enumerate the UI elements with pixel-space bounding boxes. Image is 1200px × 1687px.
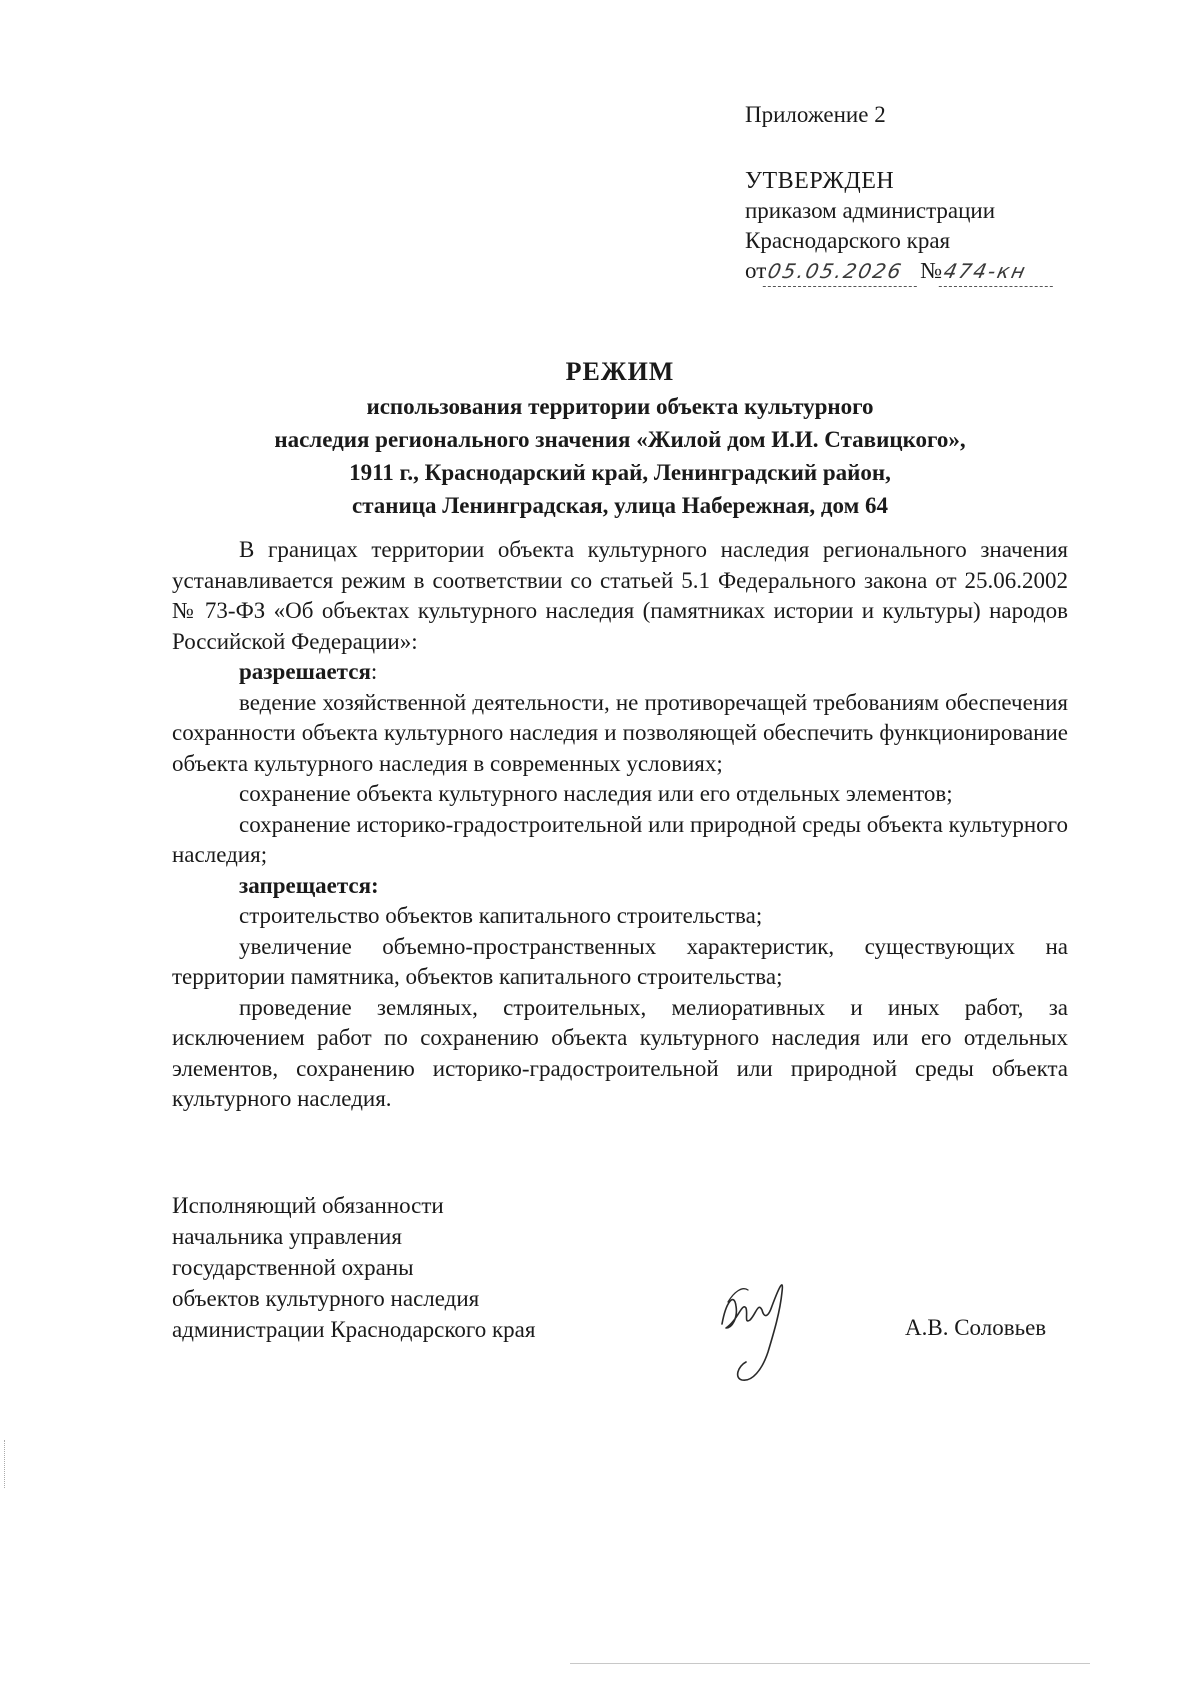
appendix-label: Приложение 2: [745, 102, 886, 127]
approval-line-1: приказом администрации: [745, 198, 996, 223]
approved-label: УТВЕРЖДЕН: [745, 168, 895, 194]
position-line-5: администрации Краснодарского края: [172, 1317, 536, 1342]
approval-block: [745, 100, 1145, 287]
allowed-item: сохранение объекта культурного наследия или его отдельных элементов;: [239, 781, 953, 806]
allowed-heading-text: разрешается: [239, 659, 371, 684]
handwritten-order-number: 474-кн: [939, 256, 1060, 287]
allowed-heading: [172, 657, 1068, 688]
handwritten-date: 05.05.2026: [763, 256, 924, 287]
scan-bottom-line: [570, 1663, 1090, 1664]
title-main: РЕЖИМ: [565, 357, 675, 386]
title-line-4: станица Ленинградская, улица Набережная, дом 64: [351, 493, 889, 518]
date-prefix: от: [745, 258, 767, 283]
number-prefix: №: [920, 258, 943, 283]
forbidden-item: строительство объектов капитального строительства;: [239, 903, 763, 928]
allowed-item: ведение хозяйственной деятельности, не противоречащей требованиям обеспечения сохранности объекта культурного наследия и позволяющей обеспечить функционирование объекта культурного наследия в современных условиях;: [172, 689, 1068, 776]
approval-line-2: Краснодарского края: [745, 228, 951, 253]
document-body: [172, 535, 1068, 1115]
allowed-heading-colon: :: [370, 659, 378, 684]
title-line-1: использования территории объекта культурного: [366, 394, 874, 419]
document-title: [170, 355, 1070, 521]
handwritten-signature: [712, 1262, 802, 1392]
title-line-3: 1911 г., Краснодарский край, Ленинградский район,: [349, 460, 891, 485]
intro-paragraph: В границах территории объекта культурного наследия регионального значения устанавливается режим в соответствии со статьей 5.1 Федерального закона от 25.06.2002 № 73-ФЗ «Об объектах культурного наследия (памятниках истории и культуры) народов Российской Федерации»:: [172, 537, 1068, 654]
forbidden-item: увеличение объемно-пространственных характеристик, существующих на территории памятника, объектов капитального строительства;: [172, 933, 1068, 989]
order-date-number-line: [745, 256, 1145, 287]
signatory-name: А.В. Соловьев: [905, 1315, 1047, 1340]
position-line-2: начальника управления: [172, 1224, 402, 1249]
title-line-2: наследия регионального значения «Жилой дом И.И. Ставицкого»,: [274, 427, 966, 452]
forbidden-heading: запрещается:: [239, 872, 379, 898]
position-line-1: Исполняющий обязанности: [172, 1193, 444, 1218]
forbidden-item: проведение земляных, строительных, мелиоративных и иных работ, за исключением работ по сохранению объекта культурного наследия или его отдельных элементов, сохранению историко-градостроительной или природной среды объекта культурного наследия.: [172, 994, 1068, 1111]
allowed-item: сохранение историко-градостроительной или природной среды объекта культурного наследия;: [172, 811, 1068, 867]
signatory-position: [172, 1190, 652, 1345]
scan-edge-mark: [4, 1440, 5, 1488]
position-line-4: объектов культурного наследия: [172, 1286, 480, 1311]
position-line-3: государственной охраны: [172, 1255, 414, 1280]
